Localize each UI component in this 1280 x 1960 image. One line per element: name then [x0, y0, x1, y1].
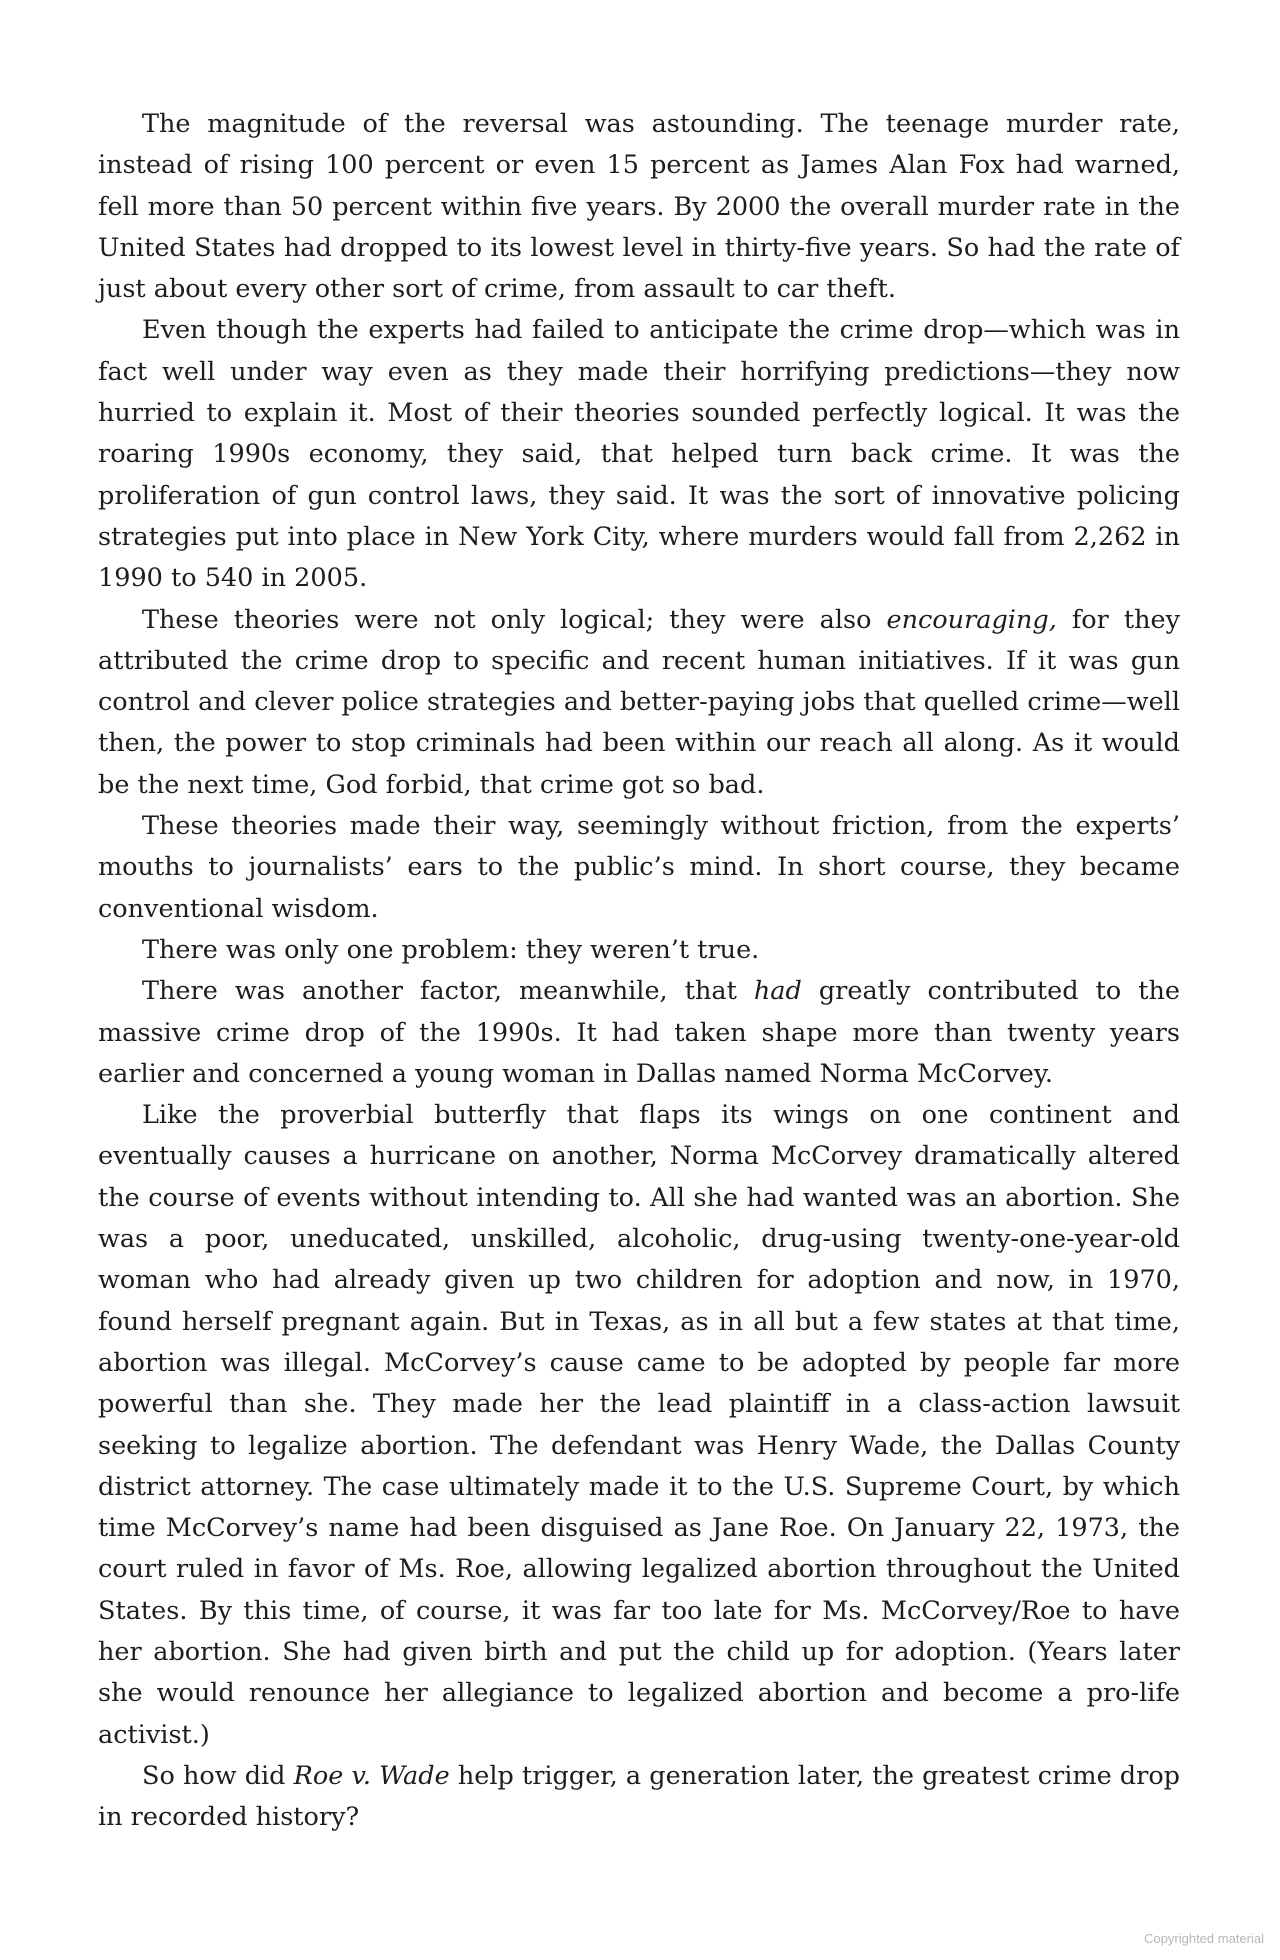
paragraph-3-text-start: These theories were not only logical; they were also: [142, 604, 887, 635]
paragraph-6-text-end: greatly contributed to the massive crime drop of the 1990s. It had taken shape more than twenty years earlier and concerned a young woman in Dallas named Norma McCorvey.: [98, 976, 1180, 1089]
paragraph-6-emphasis: had: [753, 976, 802, 1007]
copyright-notice: Copyrighted material: [1144, 1931, 1264, 1946]
paragraph-5: There was only one problem: they weren’t true.: [142, 934, 760, 965]
paragraph-6-text-start: There was another factor, meanwhile, that: [142, 976, 754, 1007]
paragraph-8-emphasis: Roe v. Wade: [293, 1760, 450, 1791]
paragraph-3-text-end: for they attributed the crime drop to specific and recent human initiatives. If it was gun control and clever police strategies and better-paying jobs that quelled crime—well then, the power to stop criminals had been within our reach all along. As it would be the next time, God forbid, that crime got so bad.: [98, 604, 1180, 800]
paragraph-7: Like the proverbial butterfly that flaps its wings on one continent and eventually causes a hurricane on another, Norma McCorvey dramatically altered the course of events without intending to. All she had wanted was an abortion. She was a poor, uneducated, unskilled, alcoholic, drug-using twenty-one-year-old woman who had already given up two children for adoption and now, in 1970, found herself pregnant again. But in Texas, as in all but a few states at that time, abortion was illegal. McCorvey’s cause came to be adopted by people far more powerful than she. They made her the lead plaintiff in a class-action lawsuit seeking to legalize abortion. The defendant was Henry Wade, the Dallas County district attorney. The case ultimately made it to the U.S. Supreme Court, by which time McCorvey’s name had been disguised as Jane Roe. On January 22, 1973, the court ruled in favor of Ms. Roe, allowing legalized abortion throughout the United States. By this time, of course, it was far too late for Ms. McCorvey/Roe to have her abortion. She had given birth and put the child up for adoption. (Years later she would renounce her allegiance to legalized abortion and become a pro-life activist.): [98, 1100, 1180, 1750]
paragraph-2: Even though the experts had failed to anticipate the crime drop—which was in fact well under way even as they made their horrifying predictions—they now hurried to explain it. Most of their theories sounded perfectly logical. It was the roaring 1990s economy, they said, that helped turn back crime. It was the proliferation of gun control laws, they said. It was the sort of innovative policing strategies put into place in New York City, where murders would fall from 2,262 in 1990 to 540 in 2005.: [98, 315, 1180, 594]
paragraph-3-emphasis: encouraging,: [886, 604, 1057, 635]
paragraph-8-text-end: help trigger, a generation later, the greatest crime drop in recorded history?: [98, 1760, 1180, 1833]
paragraph-8: [98, 1756, 1180, 1839]
paragraph-4: These theories made their way, seemingly without friction, from the experts’ mouths to journalists’ ears to the public’s mind. In short course, they became conventional wisdom.: [98, 811, 1180, 924]
paragraph-3: [98, 600, 1180, 806]
paragraph-8-text-start: So how did: [142, 1760, 294, 1791]
paragraph-1: The magnitude of the reversal was astounding. The teenage murder rate, instead of rising 100 percent or even 15 percent as James Alan Fox had warned, fell more than 50 percent within five years. By 2000 the overall murder rate in the United States had dropped to its lowest level in thirty-five years. So had the rate of just about every other sort of crime, from assault to car theft.: [98, 109, 1180, 305]
paragraph-6: [98, 971, 1180, 1095]
book-page-body: [98, 104, 1180, 1838]
